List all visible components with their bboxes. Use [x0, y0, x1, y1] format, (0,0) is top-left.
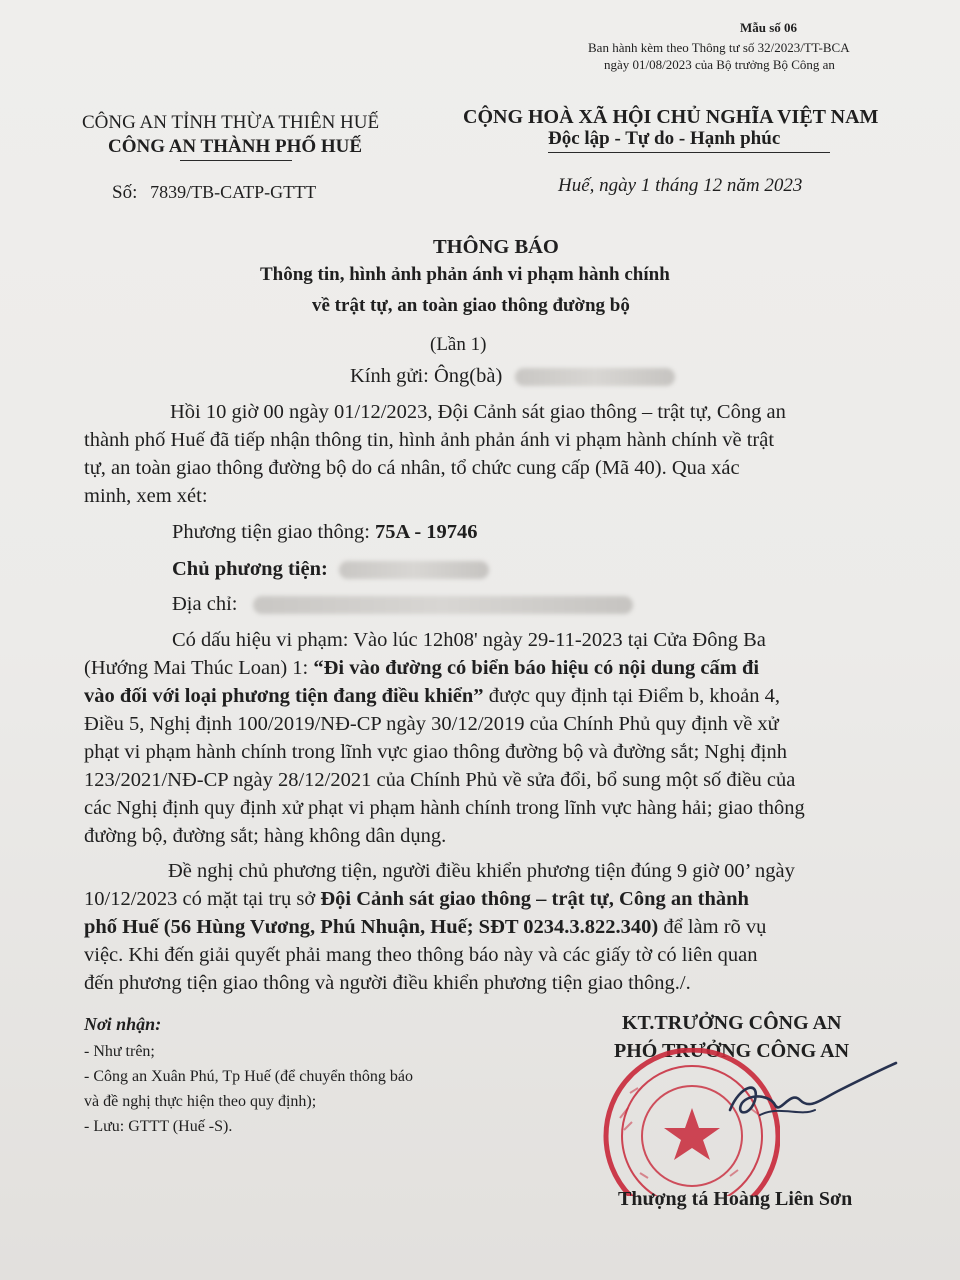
doc-subtitle-1: Thông tin, hình ảnh phản ánh vi phạm hành chính — [260, 264, 670, 285]
violation-line-8: đường bộ, đường sắt; hàng không dân dụng. — [84, 825, 447, 847]
violation-line-7: các Nghị định quy định xử phạt vi phạm hành chính trong lĩnh vực hàng hải; giao thông — [84, 797, 805, 819]
address-redacted — [253, 596, 633, 614]
intro-line-1: Hồi 10 giờ 00 ngày 01/12/2023, Đội Cảnh sát giao thông – trật tự, Công an — [170, 401, 786, 423]
signature-title-1: KT.TRƯỞNG CÔNG AN — [622, 1012, 842, 1034]
request-office-start: Đội Cảnh sát giao thông – trật tự, Công an thành — [320, 888, 749, 910]
doc-title: THÔNG BÁO — [433, 236, 559, 258]
form-issued-line2: ngày 01/08/2023 của Bộ trưởng Bộ Công an — [604, 57, 835, 72]
intro-line-3: tự, an toàn giao thông đường bộ do cá nhân, tổ chức cung cấp (Mã 40). Qua xác — [84, 457, 740, 479]
agency-name: CÔNG AN THÀNH PHỐ HUẾ — [108, 136, 363, 157]
request-line-3 — [84, 913, 766, 942]
request-purpose: để làm rõ vụ — [658, 916, 767, 938]
violation-location: (Hướng Mai Thúc Loan) 1: — [84, 657, 314, 679]
vehicle-label: Phương tiện giao thông: — [172, 521, 370, 543]
attempt-number: (Lần 1) — [430, 334, 487, 355]
violation-line-4: Điều 5, Nghị định 100/2019/NĐ-CP ngày 30/12/2019 của Chính Phủ quy định về xử — [84, 713, 779, 735]
request-line-2 — [84, 885, 749, 914]
violation-offence-end: vào đối với loại phương tiện đang điều khiển” — [84, 685, 484, 707]
agency-parent: CÔNG AN TỈNH THỪA THIÊN HUẾ — [82, 112, 380, 133]
signer-name: Thượng tá Hoàng Liên Sơn — [618, 1188, 853, 1210]
request-line-1: Đề nghị chủ phương tiện, người điều khiển phương tiện đúng 9 giờ 00’ ngày — [168, 860, 795, 882]
request-date: 10/12/2023 có mặt tại trụ sở — [84, 888, 321, 910]
recipients-item-2: - Công an Xuân Phú, Tp Huế (để chuyển thông báo — [84, 1068, 413, 1085]
owner-line — [172, 555, 489, 584]
violation-line-2 — [84, 654, 759, 683]
reference — [112, 182, 316, 204]
violation-offence-start: “Đi vào đường có biển báo hiệu có nội dung cấm đi — [313, 657, 760, 679]
recipients-item-1: - Như trên; — [84, 1043, 155, 1060]
recipient-line — [350, 362, 675, 391]
vehicle-plate: 75A - 19746 — [375, 521, 478, 543]
request-office-address: phố Huế (56 Hùng Vương, Phú Nhuận, Huế; SĐT 0234.3.822.340) — [84, 916, 659, 938]
nation-name: CỘNG HOÀ XÃ HỘI CHỦ NGHĨA VIỆT NAM — [463, 106, 879, 128]
signature-title-2: PHÓ TRƯỞNG CÔNG AN — [614, 1040, 850, 1062]
doc-subtitle-2: về trật tự, an toàn giao thông đường bộ — [312, 295, 630, 316]
recipients-item-4: - Lưu: GTTT (Huế -S). — [84, 1118, 233, 1135]
form-issued-line1: Ban hành kèm theo Thông tư số 32/2023/TT-BCA — [588, 40, 850, 55]
intro-line-2: thành phố Huế đã tiếp nhận thông tin, hình ảnh phản ánh vi phạm hành chính về trật — [84, 429, 775, 451]
recipient-name-redacted — [515, 368, 675, 386]
recipients-item-3: và đề nghị thực hiện theo quy định); — [84, 1093, 317, 1110]
reference-number: 7839/TB-CATP-GTTT — [150, 182, 317, 202]
recipient-label: Kính gửi: Ông(bà) — [350, 365, 503, 387]
motto-underline — [548, 152, 830, 153]
address-line — [172, 590, 633, 619]
address-label: Địa chỉ: — [172, 593, 238, 615]
violation-line-6: 123/2021/NĐ-CP ngày 28/12/2021 của Chính Phủ về sửa đổi, bổ sung một số điều của — [84, 769, 796, 791]
recipients-label: Nơi nhận: — [84, 1014, 162, 1034]
reference-label: Số: — [112, 182, 138, 203]
owner-redacted — [339, 561, 489, 579]
violation-line-3 — [84, 682, 780, 711]
request-line-4: việc. Khi đến giải quyết phải mang theo thông báo này và các giấy tờ có liên quan — [84, 944, 758, 966]
violation-line-1: Có dấu hiệu vi phạm: Vào lúc 12h08' ngày 29-11-2023 tại Cửa Đông Ba — [172, 629, 766, 651]
request-line-5: đến phương tiện giao thông và người điều khiển phương tiện giao thông./. — [84, 972, 691, 994]
place-date: Huế, ngày 1 tháng 12 năm 2023 — [558, 175, 803, 196]
vehicle-line — [172, 518, 478, 547]
owner-label: Chủ phương tiện: — [172, 558, 328, 580]
violation-regulation: được quy định tại Điểm b, khoản 4, — [483, 685, 780, 707]
violation-line-5: phạt vi phạm hành chính trong lĩnh vực giao thông đường bộ và đường sắt; Nghị định — [84, 741, 787, 763]
agency-underline — [180, 160, 292, 161]
handwritten-signature — [720, 1055, 900, 1135]
form-number: Mẫu số 06 — [740, 20, 798, 35]
nation-motto: Độc lập - Tự do - Hạnh phúc — [548, 128, 781, 149]
intro-line-4: minh, xem xét: — [84, 485, 208, 507]
